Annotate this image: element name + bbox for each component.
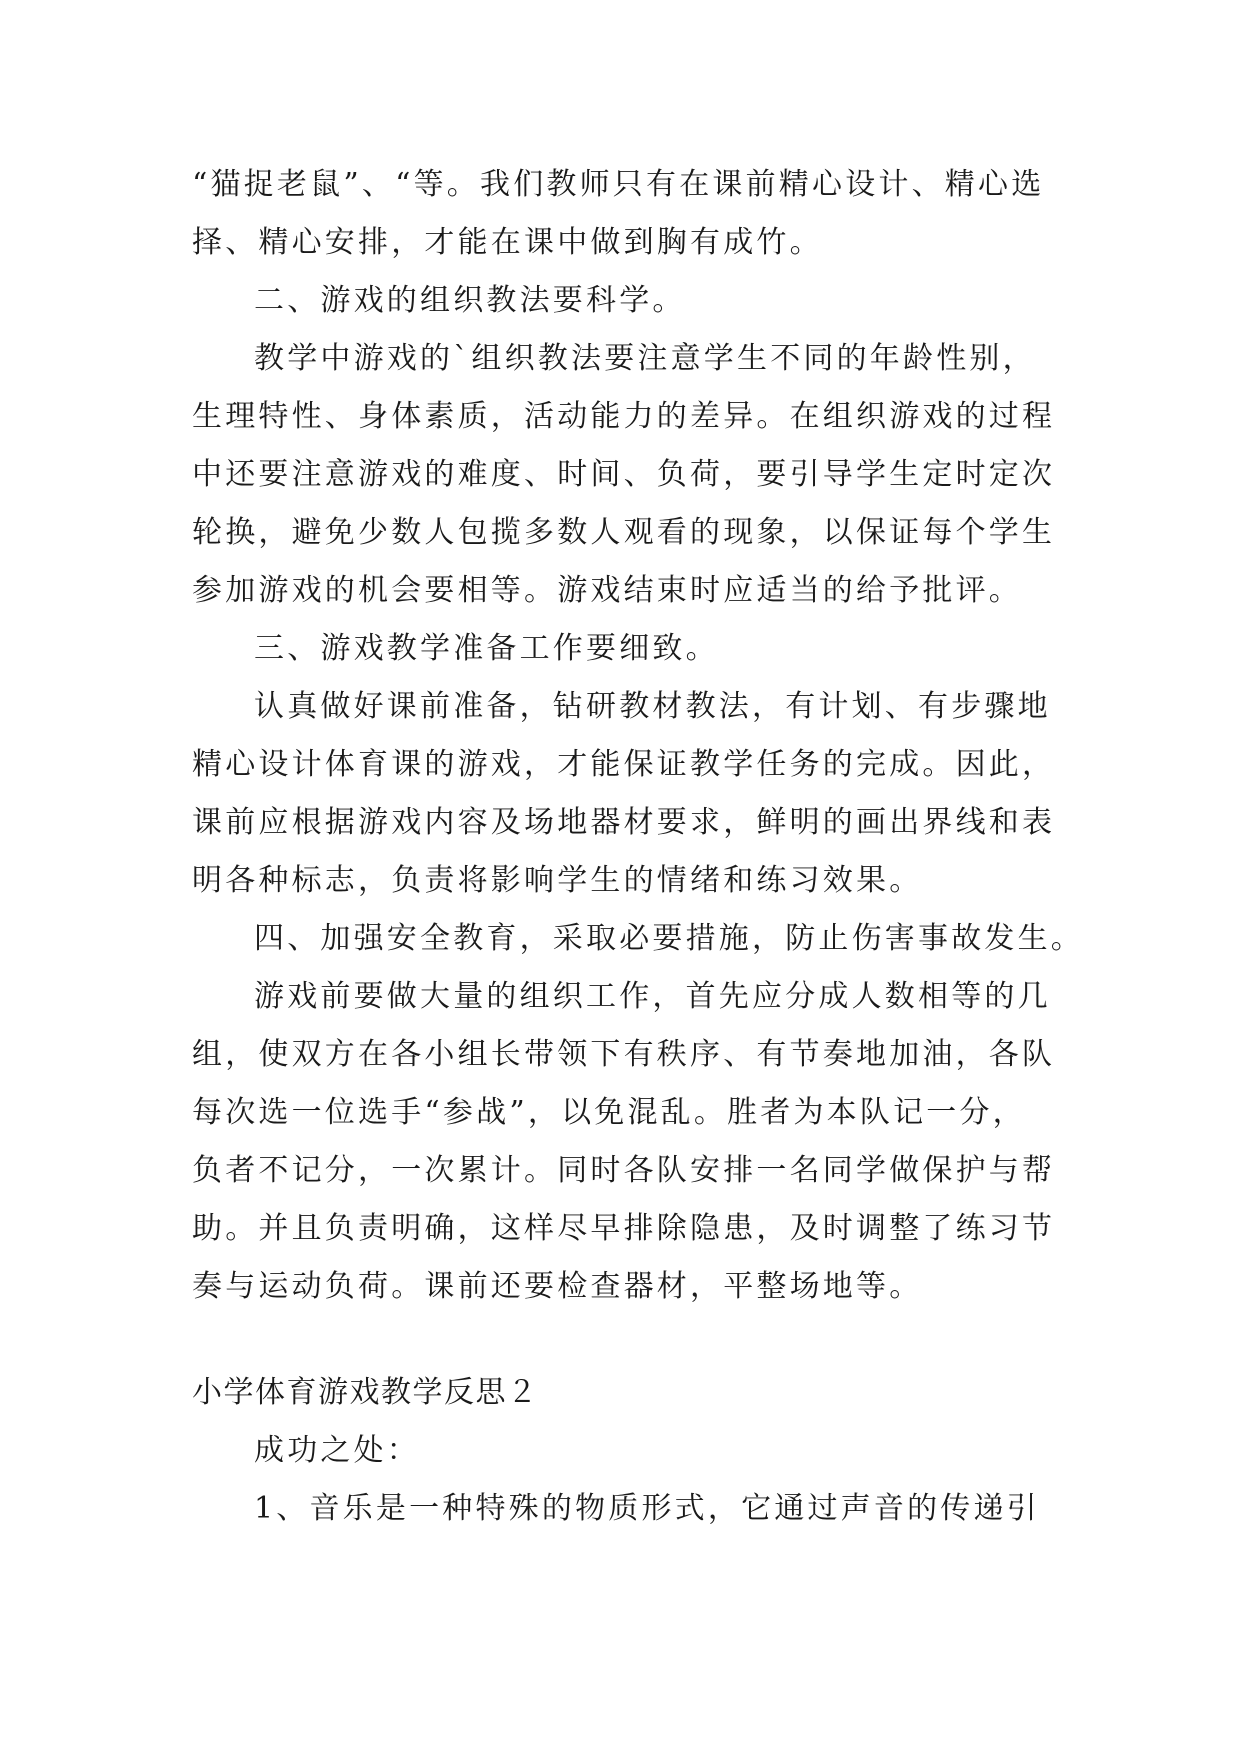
text-line: 教学中游戏的`组织教法要注意学生不同的年龄性别， [254,341,1036,376]
text-line: 中还要注意游戏的难度、时间、负荷，要引导学生定时定次 [192,457,1056,492]
text-line: 择、精心安排，才能在课中做到胸有成竹。 [192,225,823,260]
section-heading: 三、游戏教学准备工作要细致。 [254,631,719,666]
text-line: 轮换，避免少数人包揽多数人观看的现象，以保证每个学生 [192,515,1056,550]
text-line: 负者不记分，一次累计。同时各队安排一名同学做保护与帮 [192,1153,1056,1188]
text-line: 明各种标志，负责将影响学生的情绪和练习效果。 [192,863,923,898]
text-line: 精心设计体育课的游戏，才能保证教学任务的完成。因此， [192,747,1056,782]
text-line: 助。并且负责明确，这样尽早排除隐患，及时调整了练习节 [192,1211,1056,1246]
text-line: 奏与运动负荷。课前还要检查器材，平整场地等。 [192,1269,923,1304]
text-line: 课前应根据游戏内容及场地器材要求，鲜明的画出界线和表 [192,805,1056,840]
text-line: “猫捉老鼠”、“等。我们教师只有在课前精心设计、精心选 [192,167,1045,202]
text-line: 参加游戏的机会要相等。游戏结束时应适当的给予批评。 [192,573,1022,608]
section-heading: 二、游戏的组织教法要科学。 [254,283,686,318]
text-line: 生理特性、身体素质，活动能力的差异。在组织游戏的过程 [192,399,1056,434]
text-line: 每次选一位选手“参战”，以免混乱。胜者为本队记一分， [192,1095,1026,1130]
text-line: 1、音乐是一种特殊的物质形式，它通过声音的传递引 [254,1491,1040,1526]
text-line: 组，使双方在各小组长带领下有秩序、有节奏地加油，各队 [192,1037,1056,1072]
subheading: 成功之处： [254,1433,420,1468]
section-title: 小学体育游戏教学反思２ [192,1375,539,1410]
section-heading: 四、加强安全教育，采取必要措施，防止伤害事故发生。 [254,921,1084,956]
text-line: 认真做好课前准备，钻研教材教法，有计划、有步骤地 [254,689,1051,724]
text-line: 游戏前要做大量的组织工作，首先应分成人数相等的几 [254,979,1051,1014]
